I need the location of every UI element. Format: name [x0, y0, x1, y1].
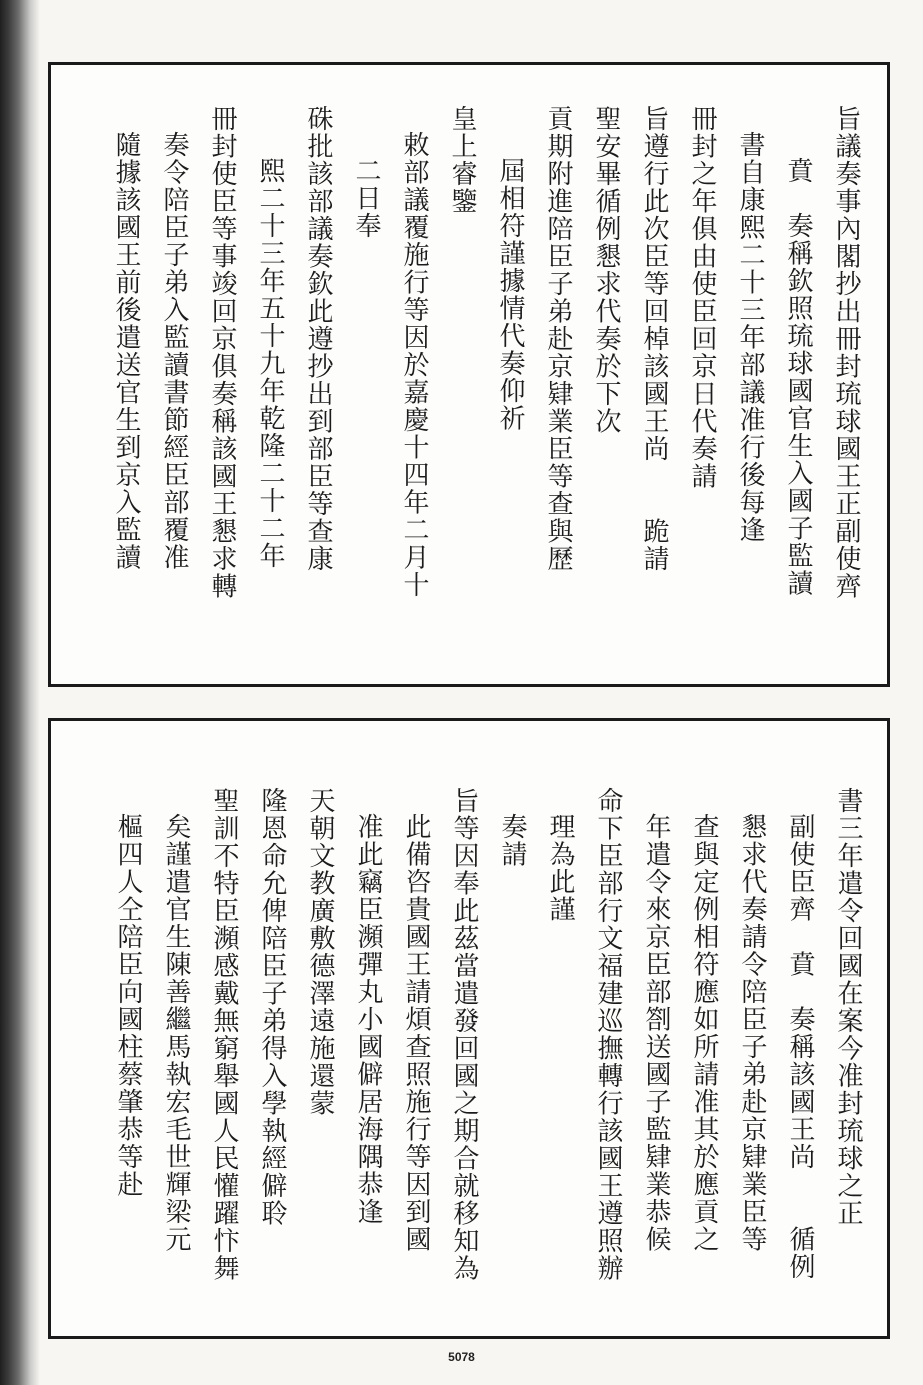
book-binding-edge	[0, 0, 40, 1385]
text-column: 書三年遣令回國在案今准封琉球之正	[833, 787, 863, 1227]
lower-text-panel	[48, 718, 890, 1339]
text-column: 旨議奏事內閣抄出冊封琉球國王正副使齊	[831, 105, 861, 600]
text-column: 硃批該部議奏欽此遵抄出到部臣等查康	[303, 105, 333, 573]
text-column: 貢期附進陪臣子弟赴京肄業臣等查與歷	[543, 105, 573, 573]
text-column: 准此竊臣瀕彈丸小國僻居海隅恭逢	[353, 813, 383, 1226]
text-column: 敕部議覆施行等因於嘉慶十四年二月十	[399, 131, 429, 599]
text-column: 命下臣部行文福建巡撫轉行該國王遵照辦	[593, 787, 623, 1282]
text-column: 熙二十三年五十九年乾隆二十二年	[255, 157, 285, 570]
text-column: 副使臣齊 賁 奏稱該國王尚 循例	[785, 813, 815, 1281]
text-column: 賁 奏稱欽照琉球國官生入國子監讀	[783, 157, 813, 597]
upper-text-panel	[48, 62, 890, 687]
text-column: 聖訓不特臣瀕感戴無窮舉國人民懽躍忭舞	[209, 787, 239, 1282]
text-column: 天朝文教廣敷德澤遠施還蒙	[305, 787, 335, 1117]
text-column: 皇上睿鑒	[447, 105, 477, 215]
text-column: 矣謹遣官生陳善繼馬執宏毛世輝梁元	[161, 813, 191, 1253]
text-column: 旨遵行此次臣等回棹該國王尚 跪請	[639, 105, 669, 573]
text-column: 冊封之年俱由使臣回京日代奏請	[687, 105, 717, 490]
text-column: 二日奉	[351, 157, 381, 240]
text-column: 聖安畢循例懇求代奏於下次	[591, 105, 621, 435]
text-column: 屆相符謹據情代奏仰祈	[495, 157, 525, 432]
text-column: 查與定例相符應如所請准其於應貢之	[689, 813, 719, 1253]
text-column: 奏令陪臣子弟入監讀書節經臣部覆准	[159, 131, 189, 571]
page-number: 5078	[448, 1350, 475, 1364]
text-column: 理為此謹	[545, 813, 575, 923]
text-column: 樞四人仝陪臣向國柱蔡肇恭等赴	[113, 813, 143, 1198]
text-column: 奏請	[497, 813, 527, 868]
text-column: 此備咨貴國王請煩查照施行等因到國	[401, 813, 431, 1253]
text-column: 隨據該國王前後遣送官生到京入監讀	[111, 131, 141, 571]
text-column: 冊封使臣等事竣回京俱奏稱該國王懇求轉	[207, 105, 237, 600]
text-column: 書自康熙二十三年部議准行後每逢	[735, 131, 765, 544]
upper-columns	[103, 65, 887, 684]
text-column: 旨等因奉此茲當遣發回國之期合就移知為	[449, 787, 479, 1282]
text-column: 年遣令來京臣部劄送國子監肄業恭候	[641, 813, 671, 1253]
text-column: 懇求代奏請令陪臣子弟赴京肄業臣等	[737, 813, 767, 1253]
lower-columns	[105, 721, 887, 1336]
text-column: 隆恩命允俾陪臣子弟得入學執經僻聆	[257, 787, 287, 1227]
